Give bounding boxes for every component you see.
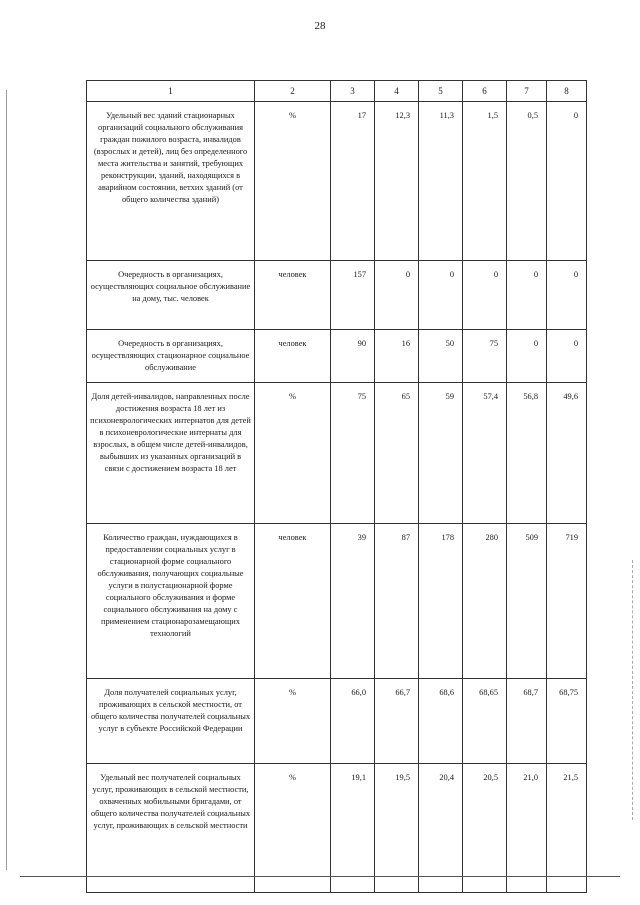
indicator-value: 49,6 — [547, 383, 587, 524]
indicator-value: 280 — [463, 524, 507, 679]
indicator-value: 0 — [507, 261, 547, 330]
indicator-unit: человек — [255, 261, 331, 330]
indicator-value: 68,7 — [507, 679, 547, 764]
indicator-value: 12,3 — [375, 102, 419, 261]
indicator-value: 57,4 — [463, 383, 507, 524]
table-row — [87, 330, 587, 383]
table-row — [87, 524, 587, 679]
column-header: 6 — [463, 81, 507, 102]
indicator-value: 17 — [331, 102, 375, 261]
indicator-value: 19,1 — [331, 764, 375, 893]
column-header: 8 — [547, 81, 587, 102]
indicator-unit: % — [255, 102, 331, 261]
indicator-value: 178 — [419, 524, 463, 679]
table-row — [87, 679, 587, 764]
indicator-value: 719 — [547, 524, 587, 679]
indicators-table — [86, 80, 587, 893]
indicator-unit: человек — [255, 524, 331, 679]
table-row — [87, 261, 587, 330]
indicator-value: 68,75 — [547, 679, 587, 764]
column-header: 3 — [331, 81, 375, 102]
indicator-value: 0,5 — [507, 102, 547, 261]
indicator-description: Доля детей-инвалидов, направленных после достижения возраста 18 лет из психоневрологических интернатов для детей в психоневрологические интернаты для взрослых, в общем числе детей-инвалидов, выбывших из указанных организаций в связи с достижением возраста 18 лет — [87, 383, 255, 524]
indicator-description: Очередность в организациях, осуществляющих социальное обслуживание на дому, тыс. человек — [87, 261, 255, 330]
indicator-value: 87 — [375, 524, 419, 679]
table-row — [87, 383, 587, 524]
indicator-value: 16 — [375, 330, 419, 383]
indicator-value: 0 — [507, 330, 547, 383]
column-header: 4 — [375, 81, 419, 102]
column-header: 7 — [507, 81, 547, 102]
table-row — [87, 102, 587, 261]
indicator-unit: % — [255, 679, 331, 764]
indicator-value: 0 — [375, 261, 419, 330]
indicator-description: Очередность в организациях, осуществляющих стационарное социальное обслуживание — [87, 330, 255, 383]
indicator-value: 157 — [331, 261, 375, 330]
indicator-value: 11,3 — [419, 102, 463, 261]
indicator-description: Удельный вес получателей социальных услуг, проживающих в сельской местности, охваченных мобильными бригадами, от общего количества получателей социальных услуг, проживающих в сельской местности — [87, 764, 255, 893]
page-number: 28 — [314, 20, 326, 32]
table-row — [87, 764, 587, 893]
indicator-value: 19,5 — [375, 764, 419, 893]
scan-edge-right — [632, 560, 634, 820]
indicator-unit: % — [255, 383, 331, 524]
indicator-value: 66,0 — [331, 679, 375, 764]
indicator-value: 75 — [463, 330, 507, 383]
indicator-value: 21,5 — [547, 764, 587, 893]
indicator-value: 509 — [507, 524, 547, 679]
indicator-value: 66,7 — [375, 679, 419, 764]
indicator-value: 39 — [331, 524, 375, 679]
indicator-value: 20,4 — [419, 764, 463, 893]
indicator-value: 50 — [419, 330, 463, 383]
indicator-description: Доля получателей социальных услуг, проживающих в сельской местности, от общего количества получателей социальных услуг в субъекте Российской Федерации — [87, 679, 255, 764]
indicator-value: 59 — [419, 383, 463, 524]
indicator-value: 21,0 — [507, 764, 547, 893]
indicator-description: Удельный вес зданий стационарных организаций социального обслуживания граждан пожилого возраста, инвалидов (взрослых и детей), лиц без определенного места жительства и занятий, требующих реконструкции, зданий, находящихся в аварийном состоянии, ветхих зданий (от общего количества зданий) — [87, 102, 255, 261]
indicator-description: Количество граждан, нуждающихся в предоставлении социальных услуг в стационарной форме социального обслуживания, получающих социальные услуги в полустационарной форме социального обслуживания и форме социального обслуживания на дому с применением стационарозамещающих технологий — [87, 524, 255, 679]
indicator-value: 1,5 — [463, 102, 507, 261]
bottom-rule — [20, 876, 620, 877]
indicator-value: 0 — [463, 261, 507, 330]
indicator-value: 20,5 — [463, 764, 507, 893]
indicator-value: 0 — [547, 261, 587, 330]
column-header: 2 — [255, 81, 331, 102]
indicator-value: 90 — [331, 330, 375, 383]
column-header: 1 — [87, 81, 255, 102]
indicator-value: 0 — [547, 330, 587, 383]
indicator-value: 56,8 — [507, 383, 547, 524]
indicator-value: 0 — [547, 102, 587, 261]
scan-edge-left — [6, 90, 7, 870]
indicator-value: 65 — [375, 383, 419, 524]
table-header-row — [87, 81, 587, 102]
column-header: 5 — [419, 81, 463, 102]
indicator-value: 75 — [331, 383, 375, 524]
indicator-unit: % — [255, 764, 331, 893]
indicator-value: 68,6 — [419, 679, 463, 764]
indicator-value: 68,65 — [463, 679, 507, 764]
indicator-value: 0 — [419, 261, 463, 330]
indicator-unit: человек — [255, 330, 331, 383]
